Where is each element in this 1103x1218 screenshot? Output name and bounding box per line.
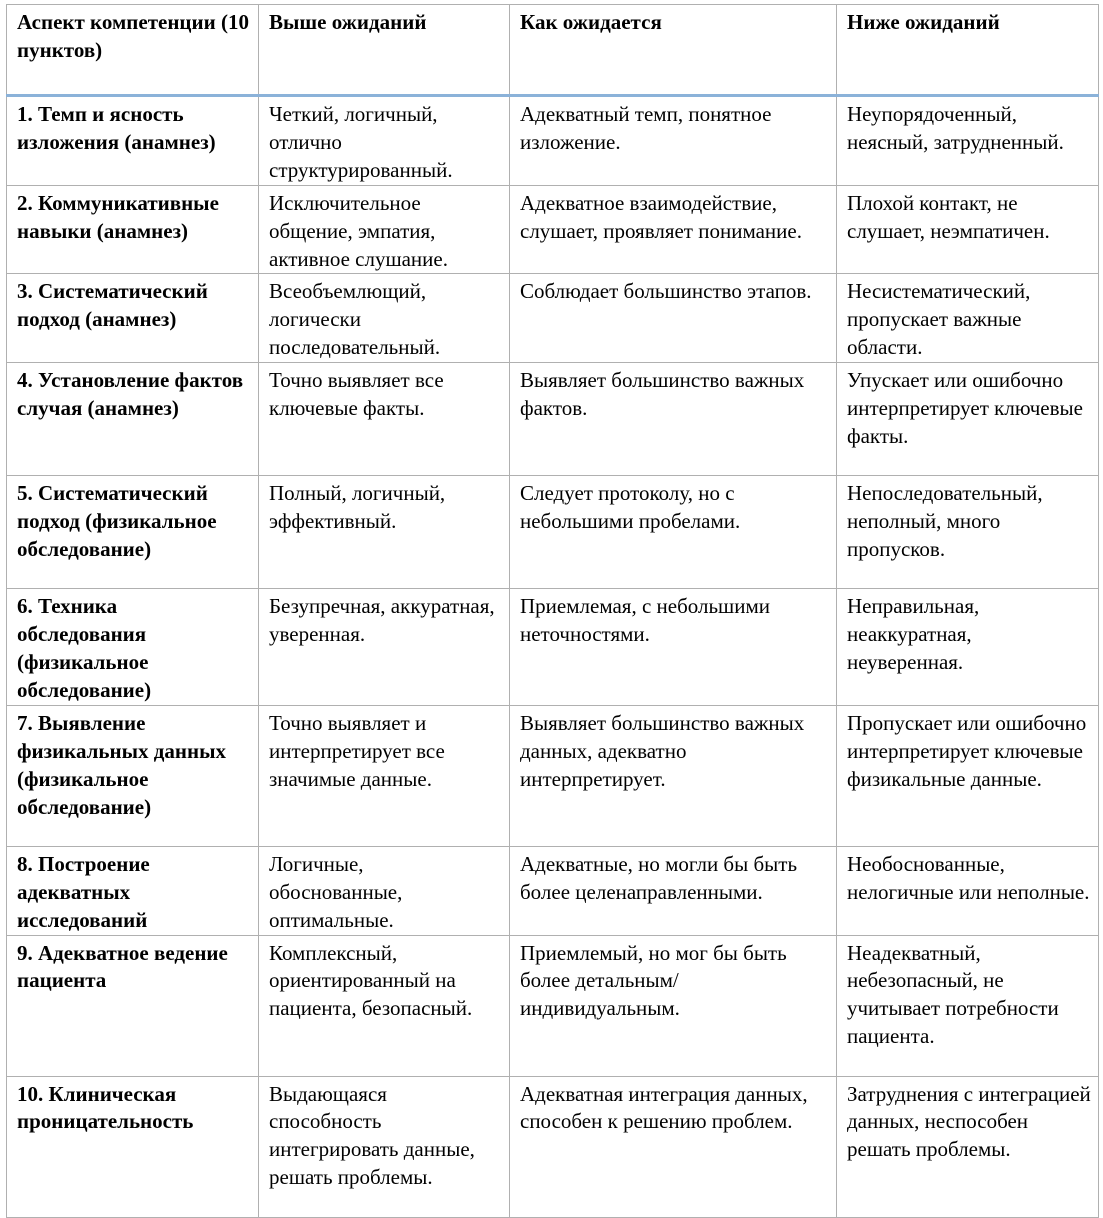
aspect-cell: 4. Установление фактов случая (анамнез) xyxy=(7,363,259,476)
below-cell: Пропускает или ошибочно интерпретирует ключевые физикальные данные. xyxy=(837,705,1099,846)
above-cell: Логичные, обоснованные, оптимальные. xyxy=(259,846,510,935)
above-cell: Четкий, логичный, отлично структурированный. xyxy=(259,96,510,186)
aspect-cell: 9. Адекватное ведение пациента xyxy=(7,935,259,1076)
aspect-cell: 1. Темп и ясность изложения (анамнез) xyxy=(7,96,259,186)
below-cell: Упускает или ошибочно интерпретирует ключевые факты. xyxy=(837,363,1099,476)
below-cell: Неправильная, неаккуратная, неуверенная. xyxy=(837,589,1099,706)
expected-cell: Соблюдает большинство этапов. xyxy=(510,274,837,363)
table-row xyxy=(7,589,1099,706)
below-cell: Неадекватный, небезопасный, не учитывает потребности пациента. xyxy=(837,935,1099,1076)
competency-table xyxy=(6,4,1099,1218)
table-row xyxy=(7,363,1099,476)
expected-cell: Приемлемый, но мог бы быть более детальным/индивидуальным. xyxy=(510,935,837,1076)
expected-cell: Адекватный темп, понятное изложение. xyxy=(510,96,837,186)
table-row xyxy=(7,705,1099,846)
below-cell: Непоследовательный, неполный, много пропусков. xyxy=(837,476,1099,589)
expected-cell: Адекватные, но могли бы быть более целенаправленными. xyxy=(510,846,837,935)
above-cell: Полный, логичный, эффективный. xyxy=(259,476,510,589)
aspect-cell: 7. Выявление физикальных данных (физикальное обследование) xyxy=(7,705,259,846)
table-row xyxy=(7,185,1099,274)
below-cell: Необоснованные, нелогичные или неполные. xyxy=(837,846,1099,935)
header-aspect: Аспект компетенции (10 пунктов) xyxy=(7,5,259,96)
above-cell: Исключительное общение, эмпатия, активное слушание. xyxy=(259,185,510,274)
table-row xyxy=(7,935,1099,1076)
above-cell: Безупречная, аккуратная, уверенная. xyxy=(259,589,510,706)
above-cell: Выдающаяся способность интегрировать данные, решать проблемы. xyxy=(259,1076,510,1217)
header-above-expectations: Выше ожиданий xyxy=(259,5,510,96)
below-cell: Несистематический, пропускает важные области. xyxy=(837,274,1099,363)
table-row xyxy=(7,476,1099,589)
expected-cell: Адекватное взаимодействие, слушает, проявляет понимание. xyxy=(510,185,837,274)
above-cell: Точно выявляет все ключевые факты. xyxy=(259,363,510,476)
table-header-row xyxy=(7,5,1099,96)
below-cell: Плохой контакт, не слушает, неэмпатичен. xyxy=(837,185,1099,274)
table-row xyxy=(7,96,1099,186)
header-below-expectations: Ниже ожиданий xyxy=(837,5,1099,96)
aspect-cell: 2. Коммуникативные навыки (анамнез) xyxy=(7,185,259,274)
expected-cell: Адекватная интеграция данных, способен к решению проблем. xyxy=(510,1076,837,1217)
expected-cell: Выявляет большинство важных фактов. xyxy=(510,363,837,476)
table-row xyxy=(7,1076,1099,1217)
below-cell: Затруднения с интеграцией данных, неспособен решать проблемы. xyxy=(837,1076,1099,1217)
aspect-cell: 8. Построение адекватных исследований xyxy=(7,846,259,935)
table-row xyxy=(7,846,1099,935)
above-cell: Точно выявляет и интерпретирует все значимые данные. xyxy=(259,705,510,846)
aspect-cell: 5. Систематический подход (физикальное обследование) xyxy=(7,476,259,589)
expected-cell: Приемлемая, с небольшими неточностями. xyxy=(510,589,837,706)
expected-cell: Выявляет большинство важных данных, адекватно интерпретирует. xyxy=(510,705,837,846)
above-cell: Комплексный, ориентированный на пациента, безопасный. xyxy=(259,935,510,1076)
below-cell: Неупорядоченный, неясный, затрудненный. xyxy=(837,96,1099,186)
expected-cell: Следует протоколу, но с небольшими пробелами. xyxy=(510,476,837,589)
table-row xyxy=(7,274,1099,363)
above-cell: Всеобъемлющий, логически последовательный. xyxy=(259,274,510,363)
aspect-cell: 3. Систематический подход (анамнез) xyxy=(7,274,259,363)
header-as-expected: Как ожидается xyxy=(510,5,837,96)
aspect-cell: 10. Клиническая проницательность xyxy=(7,1076,259,1217)
aspect-cell: 6. Техника обследования (физикальное обследование) xyxy=(7,589,259,706)
